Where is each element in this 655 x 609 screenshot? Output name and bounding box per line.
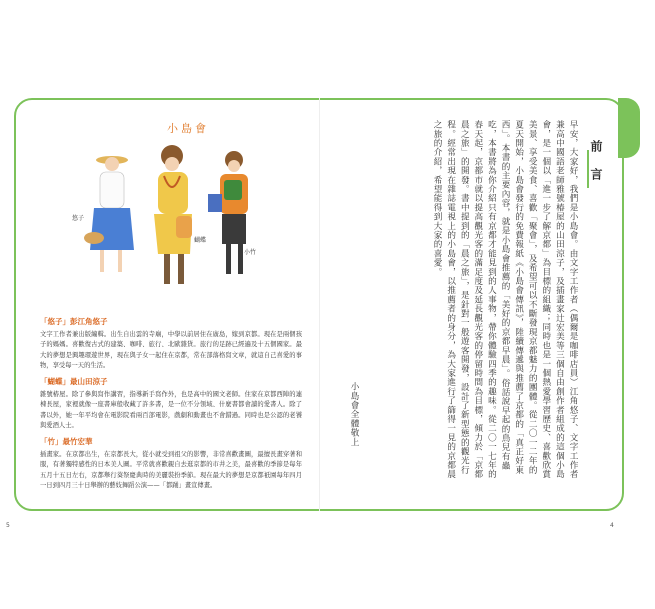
label-hiromi: 小竹 xyxy=(244,249,257,256)
profile-body: 文字工作者兼出版編輯。出生自出雲的寺廟，中學以前居住在廣島，嫁到京都。現在是兩個孩子的媽媽。喜歡復古式的建築、咖啡、旅行、北歐雜貨。旅行的足跡已經遍及十五個國家。最大的夢想是興趣環遊世界，現在與子女一起住在京都，常在部落格寫文章，就這自己喜愛的事物，享受每一天的生活。 xyxy=(40,331,302,370)
woman-hiromi xyxy=(208,151,248,274)
illustration-title: 小島會 xyxy=(167,122,209,135)
profile-body: 雜號椿屋。除了參與寫作講習，指導新手寫作外，也是高中的國文老師。住家在京都西陣的連棟長屋，家裡就像一座書庫般收藏了許多書，是一位不分領域、什麼書都會讀的愛書人。除了書以外，她一年平均會在電影院看兩百部電影，戲劇和動畫也不會錯過。同時也是公認的老饕與愛酒人士。 xyxy=(40,391,302,430)
woman-tomoko xyxy=(154,145,192,284)
profile-yuko xyxy=(40,316,302,372)
page-number-left: 5 xyxy=(6,522,10,529)
three-women-illustration xyxy=(64,142,274,312)
profile-hiromi xyxy=(40,436,302,492)
profile-body: 插畫家。在京都出生，在京都長大，從小就受到祖父的影響，非常喜歡畫圖，最擅長畫穿著和服，有著獨特感性的日本美人圖。平常就喜歡親自去逛京都的市井之美，最喜歡的季節是每年五月十五日左右，京都舉行葵祭慶典時的美麗裝扮季節。現在最大的夢想是京都祇園每年四月一日到四月三十日舉辦的藝妓舞蹈公演——「都踊」畫宣傳畫。 xyxy=(40,451,302,490)
profile-heading: 「悠子」彭江角悠子 xyxy=(40,317,108,326)
preface-body: 早安，大家好，我們是小島會。由文字工作者（偶爾是咖啡店員）江角悠子、文字工作者兼高中國語老師雅號椿屋的山田涼子，及插畫家辻宏美等三個自由創作者組成的這個小島會，是一個以「進一步了解京都」為目標的組織；同時也是一個熱愛學習歷史、喜歡欣賞美景、享受美食、喜歡「聚會」，及希望可以不斷發現京都魅力的團體。從二〇一二年的夏天開始，小島會發行的免費報紙《小島會傳訊》，陸續傳遞與推薦了京都的「真正好東西」。本書的主要內容，就是小島會推薦的「美好的京都早晨」。俗話說早起的鳥兒有蟲吃，本書將為你介紹只有京都才能見到的人事物，帶你體驗四季的趣味。從二〇一七年的春天起，京都市就以提高觀光客的滿足度及延長觀光客的停留時間為目標，傾力於「京都晨之旅」的開發。書中提到的「晨之旅」，是針對一般遊客開發，設計了新型態的觀光行程。經常出現在雜誌電視上的小島會，以推薦者的身分，為大家進行了篩得一見的京都晨之旅的介紹，希望能得到大家的喜愛。 xyxy=(432,120,578,479)
gutter xyxy=(319,98,320,511)
profile-heading: 「蝴蝶」最山田涼子 xyxy=(40,377,108,386)
label-yuko: 悠子 xyxy=(72,215,85,222)
preface-signature: 小島會全體敬上 xyxy=(349,382,359,447)
preface-title: 前言 xyxy=(589,140,603,196)
page-number-right: 4 xyxy=(610,522,614,529)
label-tomoko: 蝴蝶 xyxy=(194,237,207,244)
book-spread xyxy=(6,98,640,529)
chapter-tab xyxy=(618,98,640,158)
woman-yuko xyxy=(84,156,134,272)
preface-area xyxy=(334,120,609,500)
profile-tomoko xyxy=(40,376,302,432)
profile-heading: 「竹」最竹宏華 xyxy=(40,437,93,446)
